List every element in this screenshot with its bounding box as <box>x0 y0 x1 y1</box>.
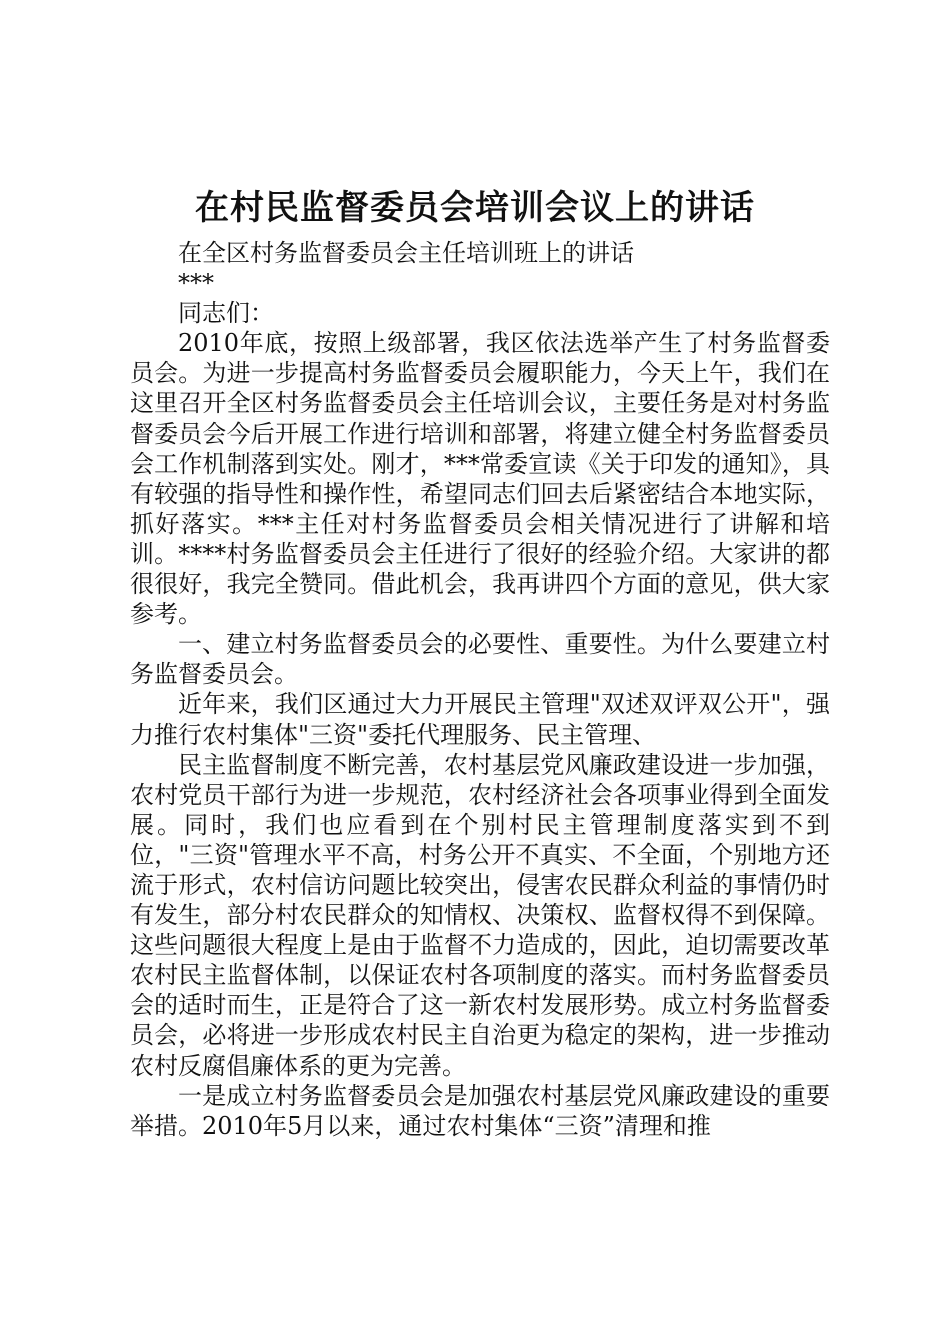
body-paragraph: 一是成立村务监督委员会是加强农村基层党风廉政建设的重要举措。2010年5月以来，通过农村集体“三资”清理和推 <box>130 1081 830 1140</box>
salutation: 同志们： <box>178 299 274 328</box>
body-paragraph: 民主监督制度不断完善，农村基层党风廉政建设进一步加强，农村党员干部行为进一步规范，农村经济社会各项事业得到全面发展。同时，我们也应看到在个别村民主管理制度落实到不到位，"三资"管理水平不高，村务公开不真实、不全面，个别地方还流于形式，农村信访问题比较突出，侵害农民群众利益的事情仍时有发生，部分村农民群众的知情权、决策权、监督权得不到保障。这些问题很大程度上是由于监督不力造成的，因此，迫切需要改革农村民主监督体制，以保证农村各项制度的落实。而村务监督委员会的适时而生，正是符合了这一新农村发展形势。成立村务监督委员会，必将进一步形成农村民主自治更为稳定的架构，进一步推动农村反腐倡廉体系的更为完善。 <box>130 750 830 1080</box>
speaker-name: *** <box>178 269 214 298</box>
document-title: 在村民监督委员会培训会议上的讲话 <box>195 188 755 228</box>
document-body <box>130 238 830 1141</box>
body-paragraph: 2010年底，按照上级部署，我区依法选举产生了村务监督委员会。为进一步提高村务监督委员会履职能力，今天上午，我们在这里召开全区村务监督委员会主任培训会议，主要任务是对村务监督委员会今后开展工作进行培训和部署，将建立健全村务监督委员会工作机制落到实处。刚才，***常委宣读《关于印发的通知》，具有较强的指导性和操作性，希望同志们回去后紧密结合本地实际，抓好落实。***主任对村务监督委员会相关情况进行了讲解和培训。****村务监督委员会主任进行了很好的经验介绍。大家讲的都很很好，我完全赞同。借此机会，我再讲四个方面的意见，供大家参考。 <box>130 329 830 629</box>
document-subtitle: 在全区村务监督委员会主任培训班上的讲话 <box>178 239 634 267</box>
body-paragraph: 近年来，我们区通过大力开展民主管理"双述双评双公开"，强力推行农村集体"三资"委托代理服务、民主管理、 <box>130 690 830 749</box>
body-paragraph: 一、建立村务监督委员会的必要性、重要性。为什么要建立村务监督委员会。 <box>130 630 830 689</box>
